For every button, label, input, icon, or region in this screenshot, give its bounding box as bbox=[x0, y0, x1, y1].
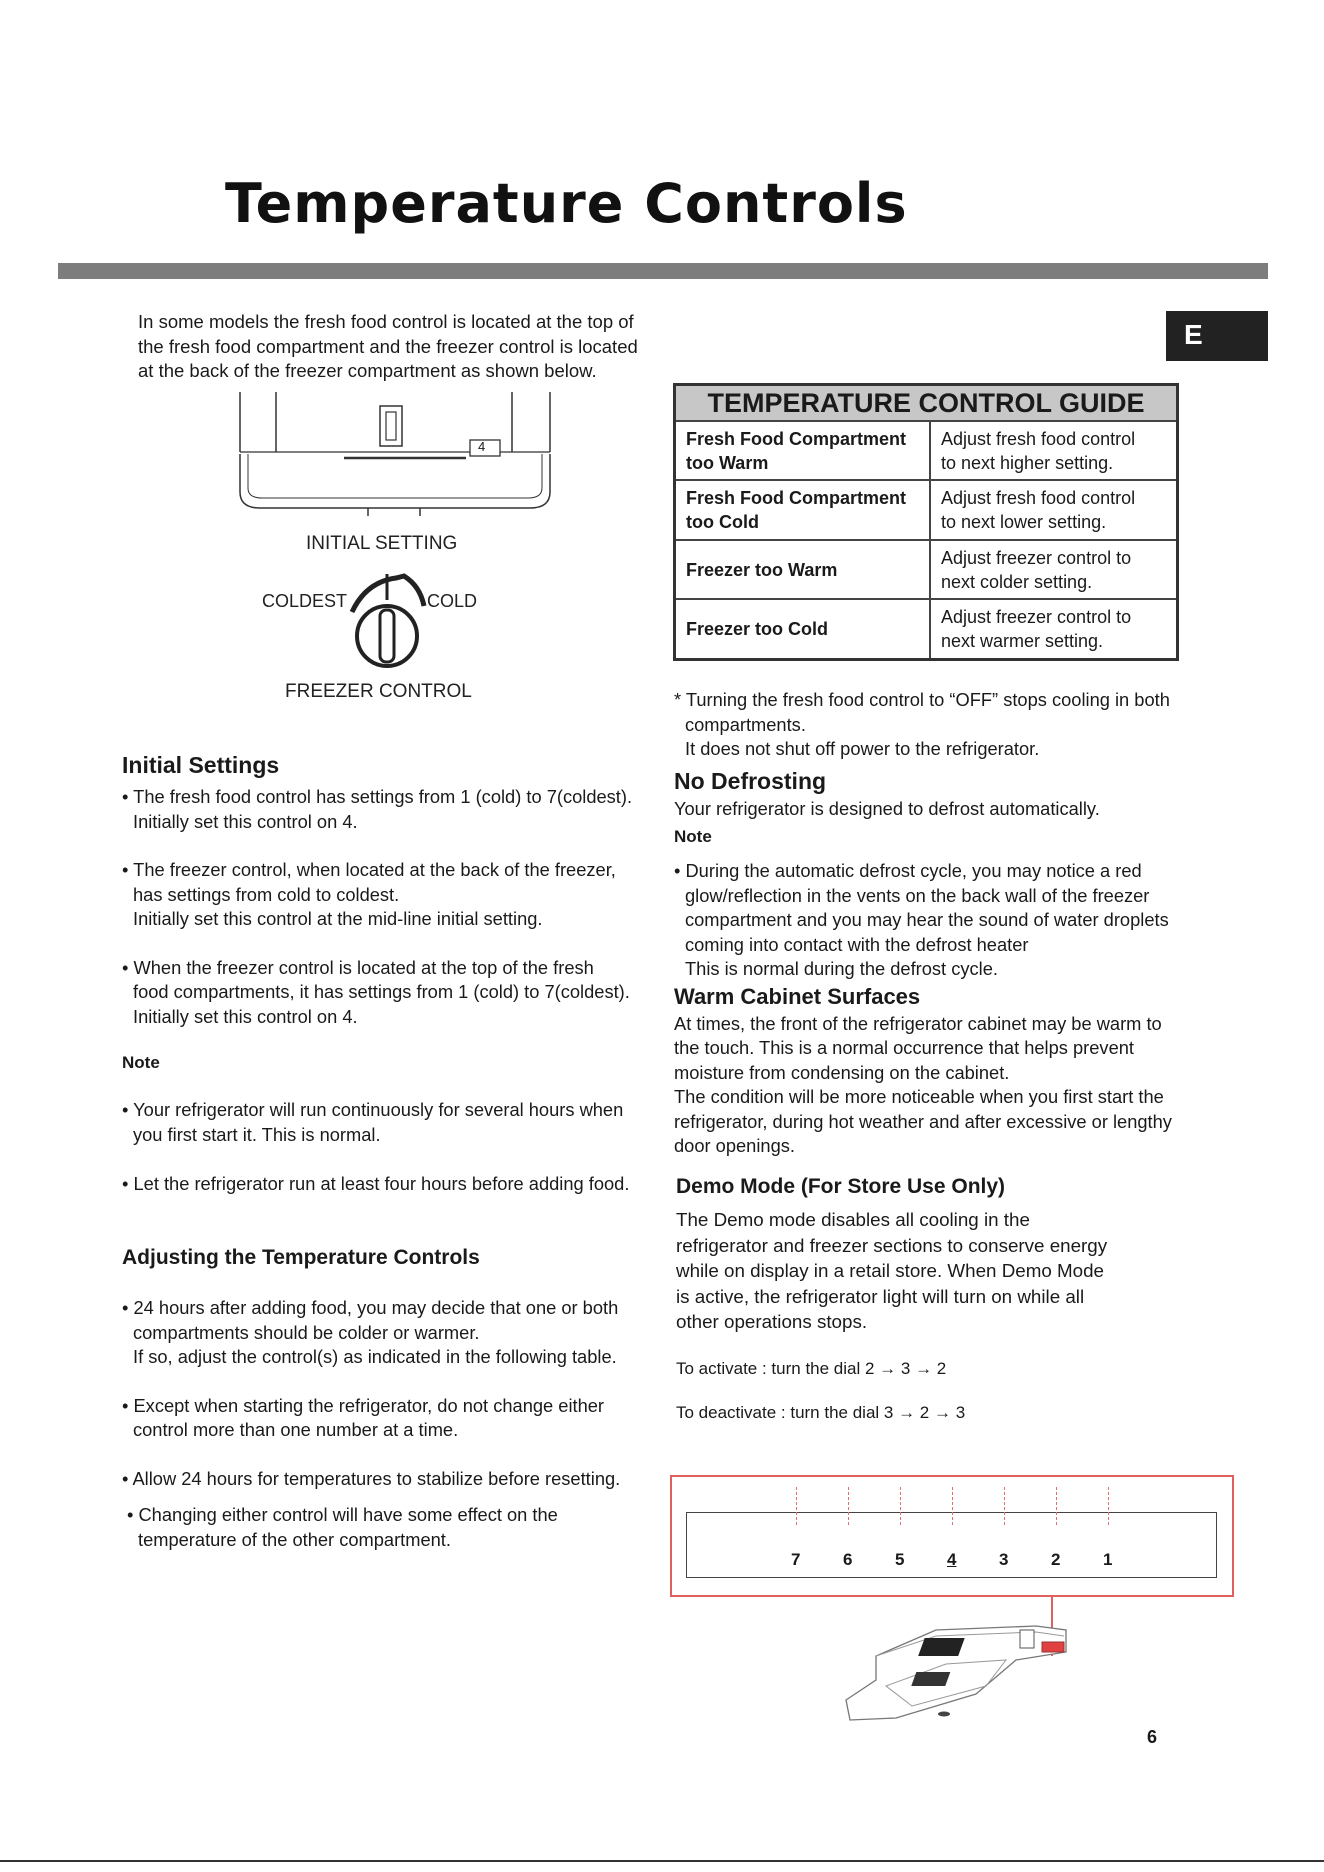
demo-mode-section bbox=[676, 1175, 1196, 1426]
list-item: • During the automatic defrost cycle, you may notice a red glow/reflection in the vents on the back wall of the freezer compartment and you may hear the sound of water droplets coming into contact with the defrost heater This is normal during the defrost cycle. bbox=[674, 859, 1214, 982]
bullet-text: compartments should be colder or warmer. bbox=[133, 1321, 480, 1343]
bullet-text: Your refrigerator will run continuously for several hours when bbox=[133, 1099, 624, 1120]
footnote-line: It does not shut off power to the refrigerator. bbox=[685, 738, 1040, 759]
dial-tick bbox=[848, 1487, 849, 1525]
dial-number: 2 bbox=[1051, 1550, 1061, 1569]
page-title: Temperature Controls bbox=[225, 172, 908, 235]
bullet-text: coming into contact with the defrost heater bbox=[685, 933, 1029, 955]
demo-deactivate-instruction: To deactivate : turn the dial 3 → 2 → 3 bbox=[676, 1403, 966, 1422]
guide-action: Adjust freezer control to next warmer setting. bbox=[930, 599, 1178, 659]
fridge-top-control-illustration bbox=[836, 1596, 1076, 1724]
bullet-text: The fresh food control has settings from 1 (cold) to 7(coldest). bbox=[133, 786, 633, 807]
bullet-text: compartment and you may hear the sound of water droplets bbox=[685, 909, 1169, 930]
dial-tick bbox=[952, 1487, 953, 1525]
dial-setting-number: 4 bbox=[478, 439, 486, 454]
adjusting-heading: Adjusting the Temperature Controls bbox=[122, 1246, 480, 1269]
right-column bbox=[674, 688, 1214, 1159]
bottom-rule bbox=[0, 1860, 1324, 1862]
no-defrosting-heading: No Defrosting bbox=[674, 767, 827, 794]
bullet-text: Initially set this control on 4. bbox=[133, 1005, 358, 1027]
intro-line: at the back of the freezer compartment as shown below. bbox=[138, 360, 597, 381]
list-item: • The freezer control, when located at the back of the freezer, has settings from cold to coldest. Initially set this control at the mid-line initial setting. bbox=[122, 858, 682, 932]
table-row bbox=[675, 599, 1178, 659]
footnote bbox=[674, 688, 1214, 762]
guide-condition: Freezer too Cold bbox=[675, 599, 931, 659]
adjusting-section bbox=[122, 1246, 682, 1552]
bullet-text: The freezer control, when located at the back of the freezer, bbox=[133, 859, 616, 880]
intro-line: the fresh food compartment and the freezer control is located bbox=[138, 335, 638, 357]
guide-action: Adjust fresh food control to next higher setting. bbox=[930, 421, 1178, 480]
initial-settings-heading: Initial Settings bbox=[122, 752, 280, 778]
list-item: • Except when starting the refrigerator, do not change either control more than one number at a time. bbox=[122, 1394, 682, 1443]
list-item: • 24 hours after adding food, you may decide that one or both compartments should be colder or warmer. If so, adjust the control(s) as indicated in the following table. bbox=[122, 1296, 682, 1370]
guide-condition: Fresh Food Compartment too Warm bbox=[675, 421, 931, 480]
demo-mode-text: The Demo mode disables all cooling in the refrigerator and freezer sections to conserve energy while on display in a retail store. When Demo Mode is active, the refrigerator light will turn on while all other operations stops. bbox=[676, 1209, 1108, 1332]
dial-tick bbox=[900, 1487, 901, 1525]
page-number: 6 bbox=[1147, 1727, 1158, 1747]
coldest-label: COLDEST bbox=[262, 591, 348, 611]
dial-tick bbox=[1056, 1487, 1057, 1525]
dial-tick bbox=[1004, 1487, 1005, 1525]
guide-action: Adjust freezer control to next colder setting. bbox=[930, 540, 1178, 599]
initial-setting-label: INITIAL SETTING bbox=[306, 533, 458, 554]
footnote-line: compartments. bbox=[685, 713, 806, 735]
table-row bbox=[675, 540, 1178, 599]
bullet-text: 24 hours after adding food, you may decide that one or both bbox=[133, 1297, 619, 1318]
dial-tick bbox=[796, 1487, 797, 1525]
bullet-text: you first start it. This is normal. bbox=[133, 1123, 381, 1145]
list-item: • The fresh food control has settings from 1 (cold) to 7(coldest). Initially set this control on 4. bbox=[122, 785, 682, 834]
bullet-text: temperature of the other compartment. bbox=[138, 1528, 451, 1550]
note-label: Note bbox=[122, 1053, 160, 1072]
section-tab: E bbox=[1166, 311, 1268, 361]
bullet-text: has settings from cold to coldest. bbox=[133, 883, 400, 905]
bullet-text: When the freezer control is located at the top of the fresh bbox=[133, 956, 594, 978]
list-item: • When the freezer control is located at the top of the fresh food compartments, it has settings from 1 (cold) to 7(coldest). Initially set this control on 4. bbox=[122, 956, 682, 1030]
header-rule bbox=[58, 263, 1268, 279]
cold-label: COLD bbox=[427, 591, 478, 611]
bullet-text: glow/reflection in the vents on the back wall of the freezer bbox=[685, 884, 1150, 906]
bullet-text: control more than one number at a time. bbox=[133, 1419, 459, 1440]
demo-activate-instruction: To activate : turn the dial 2 → 3 → 2 bbox=[676, 1358, 947, 1378]
temperature-control-guide bbox=[673, 383, 1179, 661]
dial-number: 5 bbox=[895, 1550, 905, 1569]
initial-settings-section bbox=[122, 752, 682, 1197]
list-item: • Let the refrigerator run at least four hours before adding food. bbox=[122, 1173, 630, 1194]
bullet-text: Except when starting the refrigerator, do not change either bbox=[133, 1394, 605, 1416]
intro-text bbox=[138, 310, 678, 384]
bullet-text: Let the refrigerator run at least four hours before adding food. bbox=[133, 1173, 630, 1194]
list-item: • Allow 24 hours for temperatures to stabilize before resetting. bbox=[122, 1467, 621, 1489]
guide-heading: TEMPERATURE CONTROL GUIDE bbox=[675, 385, 1178, 422]
guide-action: Adjust fresh food control to next lower setting. bbox=[930, 480, 1178, 539]
list-item: • Your refrigerator will run continuously for several hours when you first start it. This is normal. bbox=[122, 1098, 682, 1147]
dial-number: 1 bbox=[1103, 1550, 1113, 1569]
bullet-text: This is normal during the defrost cycle. bbox=[685, 958, 998, 979]
warm-cabinet-heading: Warm Cabinet Surfaces bbox=[674, 983, 921, 1009]
dial-number: 7 bbox=[791, 1550, 801, 1569]
dial-number: 3 bbox=[999, 1550, 1009, 1569]
bullet-text: Initially set this control at the mid-line initial setting. bbox=[133, 908, 543, 929]
table-row bbox=[675, 480, 1178, 539]
warm-cabinet-text: At times, the front of the refrigerator cabinet may be warm to the touch. This is a normal occurrence that helps prevent moisture from condensing on the cabinet. The condition will be more noticeable when you first start the refrigerator, during hot weather and after excessive or lengthy door openings. bbox=[674, 1012, 1172, 1156]
bullet-text: Allow 24 hours for temperatures to stabilize before resetting. bbox=[132, 1467, 621, 1489]
bullet-text: If so, adjust the control(s) as indicated in the following table. bbox=[133, 1346, 617, 1367]
dial-tick bbox=[1108, 1487, 1109, 1525]
dial-number: 6 bbox=[843, 1550, 853, 1569]
guide-condition: Freezer too Warm bbox=[675, 540, 931, 599]
dial-number-default: 4 bbox=[947, 1550, 957, 1569]
list-item: • Changing either control will have some effect on the temperature of the other compartment. bbox=[122, 1503, 682, 1552]
footnote-line: * Turning the fresh food control to “OFF” stops cooling in both bbox=[674, 689, 1170, 710]
note-label: Note bbox=[674, 827, 712, 846]
guide-condition: Fresh Food Compartment too Cold bbox=[675, 480, 931, 539]
intro-line: In some models the fresh food control is located at the top of bbox=[138, 311, 634, 332]
fresh-food-control-illustration bbox=[236, 392, 554, 522]
no-defrosting-text: Your refrigerator is designed to defrost automatically. bbox=[674, 797, 1100, 819]
bullet-text: During the automatic defrost cycle, you may notice a red bbox=[685, 860, 1142, 881]
freezer-control-dial bbox=[346, 572, 428, 674]
freezer-control-label: FREEZER CONTROL bbox=[285, 681, 472, 702]
bullet-text: Changing either control will have some effect on the bbox=[138, 1504, 558, 1525]
table-row bbox=[675, 421, 1178, 480]
bullet-text: food compartments, it has settings from 1 (cold) to 7(coldest). bbox=[133, 981, 630, 1002]
demo-mode-heading: Demo Mode (For Store Use Only) bbox=[676, 1175, 1006, 1198]
bullet-text: Initially set this control on 4. bbox=[133, 810, 358, 832]
